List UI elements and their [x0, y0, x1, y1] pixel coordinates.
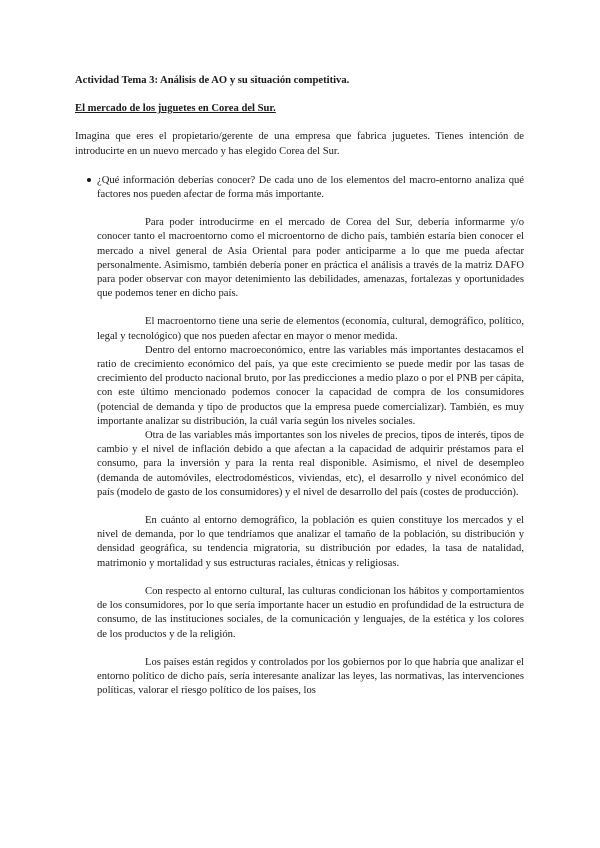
- intro-paragraph: Imagina que eres el propietario/gerente de una empresa que fabrica juguetes. Tienes intención de introducirte en un nuevo mercado y has elegido Corea del Sur.: [75, 131, 524, 157]
- answer-paragraph: Dentro del entorno macroeconómico, entre las variables más importantes destacamos el ratio de crecimiento económico del país, ya que este crecimiento se puede medir por las tasas de crecimiento del producto nacional bruto, por las predicciones a medio plazo o por el PNB per cápita, con este último mencionado podemos conocer la capacidad de compra de los consumidores (potencial de demanda y tipo de productos que la empresa puede comercializar). También, es muy importante analizar su distribución, la cuál varía según los niveles sociales.: [97, 344, 524, 427]
- answer-paragraph: Los países están regidos y controlados por los gobiernos por lo que habría que analizar el entorno político de dicho país, sería interesante analizar las leyes, las normativas, las intervenciones políticas, valorar el riesgo político de los países, los: [97, 656, 524, 697]
- question-list-item: [75, 174, 524, 202]
- answer-body: [97, 216, 524, 698]
- answer-paragraph: En cuánto al entorno demográfico, la población es quien constituye los mercados y el nivel de demanda, por lo que tendríamos que analizar el tamaño de la población, su distribución y densidad geográfica, su tendencia migratoria, su distribución por edades, la tasa de natalidad, matrimonio y mortalidad y sus estructuras raciales, étnicas y religiosas.: [97, 515, 524, 569]
- answer-paragraph: El macroentorno tiene una serie de elementos (economía, cultural, demográfico, político, legal y tecnológico) que nos pueden afectar en mayor o menor medida.: [97, 316, 524, 342]
- bullet-icon: [75, 174, 97, 202]
- question-text: ¿Qué información deberías conocer? De cada uno de los elementos del macro-entorno analiza qué factores nos pueden afectar de forma más importante.: [97, 174, 524, 201]
- answer-paragraph: Para poder introducirme en el mercado de Corea del Sur, debería informarme y/o conocer tanto el macroentorno como el microentorno de dicho país, también estaría bien conocer el mercado a nivel general de Asia Oriental para poder anticiparme a lo que me pueda afectar personalmente. Asimismo, también debería poner en práctica el análisis a través de la matriz DAFO para poder observar con mayor detenimiento las debilidades, amenazas, fortalezas y oportunidades que podemos tener en dicho país.: [97, 217, 524, 300]
- answer-paragraph: Con respecto al entorno cultural, las culturas condicionan los hábitos y comportamientos de los consumidores, por lo que sería importante hacer un estudio en profundidad de la estructura de consumo, de las instituciones sociales, de la comunicación y lenguajes, de la estética y los colores de los productos y de la religión.: [97, 585, 524, 640]
- document-subtitle: El mercado de los juguetes en Corea del Sur.: [75, 103, 276, 115]
- document-title: Actividad Tema 3: Análisis de AO y su situación competitiva.: [75, 75, 350, 86]
- answer-paragraph: Otra de las variables más importantes son los niveles de precios, tipos de interés, tipos de cambio y el nivel de inflación debido a que afectan a la capacidad de adquirir préstamos para el consumo, para la inversión y para la renta real disponible. Asimismo, el nivel de desempleo (demanda de automóviles, electrodomésticos, viviendas, etc), el desarrollo y nivel económico del país (modelo de gasto de los consumidores) y el nivel de desarrollo del país (costes de producción).: [97, 430, 524, 498]
